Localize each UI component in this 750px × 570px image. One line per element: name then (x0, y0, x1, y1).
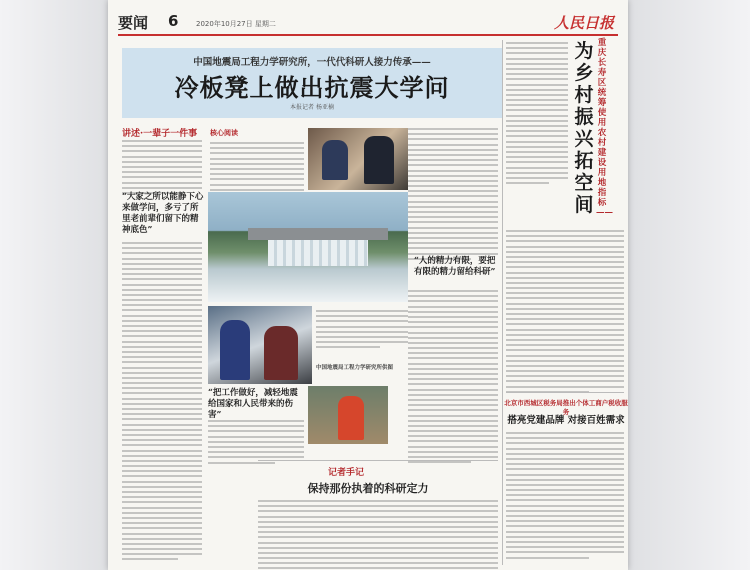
right-story-body (506, 230, 624, 396)
lead-byline: 本报记者 杨亚楠 (290, 104, 334, 111)
right-kicker: 重庆长寿区统筹使用农村建设用地指标—— (596, 38, 613, 218)
notes-header: 记者手记 (328, 468, 365, 478)
newspaper-page (108, 0, 628, 570)
bottom-right-headline: 搭亮党建品牌 对接百姓需求 (507, 415, 625, 426)
page-number: 6 (168, 12, 179, 30)
notes-body (258, 500, 498, 570)
column-3-top (408, 128, 498, 263)
right-story-rule (506, 392, 624, 393)
column-1-top (122, 140, 202, 197)
right-column-text (506, 42, 568, 187)
column-3-body (408, 290, 498, 466)
bottom-right-kicker: 北京市西城区税务局推出个体工商户税收服务 (504, 399, 628, 416)
photo-field-test (308, 386, 388, 444)
photo-captions (316, 310, 408, 352)
pullquote-3: “把工作做好，减轻地震给国家和人民带来的伤害” (208, 388, 298, 420)
core-label: 核心阅读 (210, 128, 238, 137)
issue-date: 2020年10月27日 星期二 (196, 20, 276, 28)
photo-credit: 中国地震局工程力学研究所供图 (316, 365, 394, 371)
column-1-body (122, 242, 202, 564)
masthead (118, 12, 618, 36)
core-summary (210, 142, 304, 199)
photo-researchers (208, 306, 312, 384)
newspaper-logo: 人民日报 (553, 14, 614, 32)
lead-kicker: 中国地震局工程力学研究所，一代代科研人接力传承—— (193, 57, 431, 68)
lead-headline: 冷板凳上做出抗震大学问 (174, 73, 450, 102)
photo-dam (208, 192, 408, 302)
right-headline: 为乡村振兴拓空间 (574, 40, 594, 216)
background-left (0, 0, 108, 570)
section-name: 要闻 (118, 14, 149, 32)
pullquote-2: “人的精力有限，要把有限的精力留给科研” (414, 256, 496, 277)
photo-scientists-reading (308, 128, 408, 190)
notes-rule (258, 460, 498, 461)
lead-banner (122, 48, 502, 118)
pullquote-1: “大家之所以能静下心来做学问，多亏了所里老前辈们留下的精神底色” (122, 192, 204, 235)
bottom-right-body (506, 432, 624, 562)
subhead-story: 讲述·一辈子一件事 (122, 129, 198, 139)
column-divider (502, 40, 503, 565)
notes-title: 保持那份执着的科研定力 (307, 482, 429, 495)
background-right (628, 0, 750, 570)
